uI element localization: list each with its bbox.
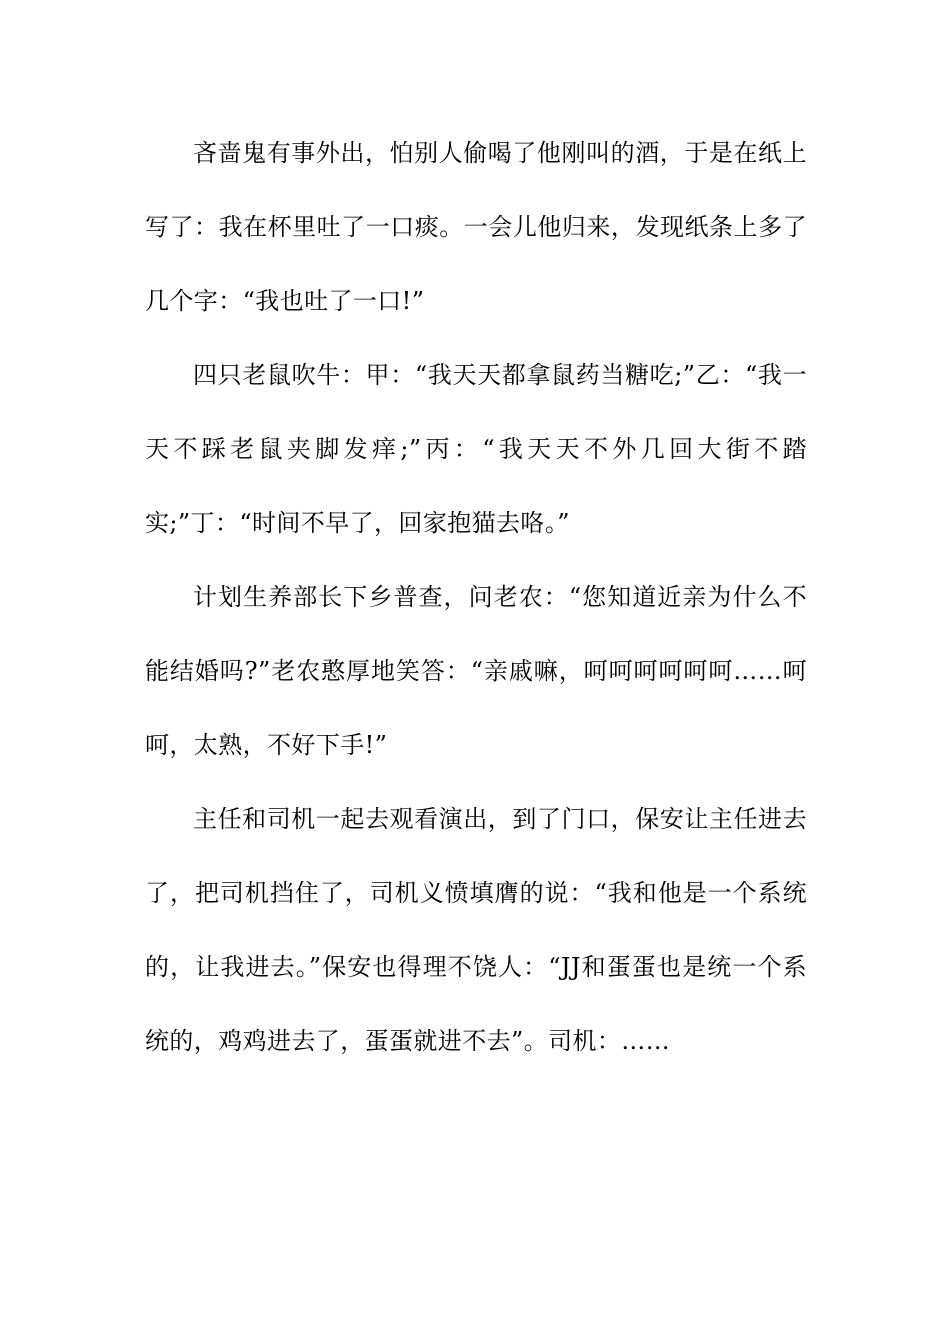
- paragraph-miser-joke: 吝啬鬼有事外出，怕别人偷喝了他刚叫的酒，于是在纸上写了：我在杯里吐了一口痰。一会儿他归来，发现纸条上多了几个字：“我也吐了一口!”: [145, 139, 807, 315]
- paragraph-mice-joke: 四只老鼠吹牛：甲：“我天天都拿鼠药当糖吃;”乙：“我一天不踩老鼠夹脚发痒;”丙：“我天天不外几回大街不踏实;”丁：“时间不早了，回家抱猫去咯。”: [145, 361, 807, 537]
- paragraph-farmer-joke: 计划生养部长下乡普查，问老农：“您知道近亲为什么不能结婚吗?”老农憨厚地笑答：“亲戚嘛，呵呵呵呵呵呵……呵呵，太熟，不好下手!”: [145, 583, 807, 759]
- paragraph-driver-joke: 主任和司机一起去观看演出，到了门口，保安让主任进去了，把司机挡住了，司机义愤填膺的说：“我和他是一个系统的，让我进去。”保安也得理不饶人：“JJ和蛋蛋也是统一个系统的，鸡鸡进去了，蛋蛋就进不去”。司机：……: [145, 805, 807, 1055]
- document-body: [145, 116, 807, 1078]
